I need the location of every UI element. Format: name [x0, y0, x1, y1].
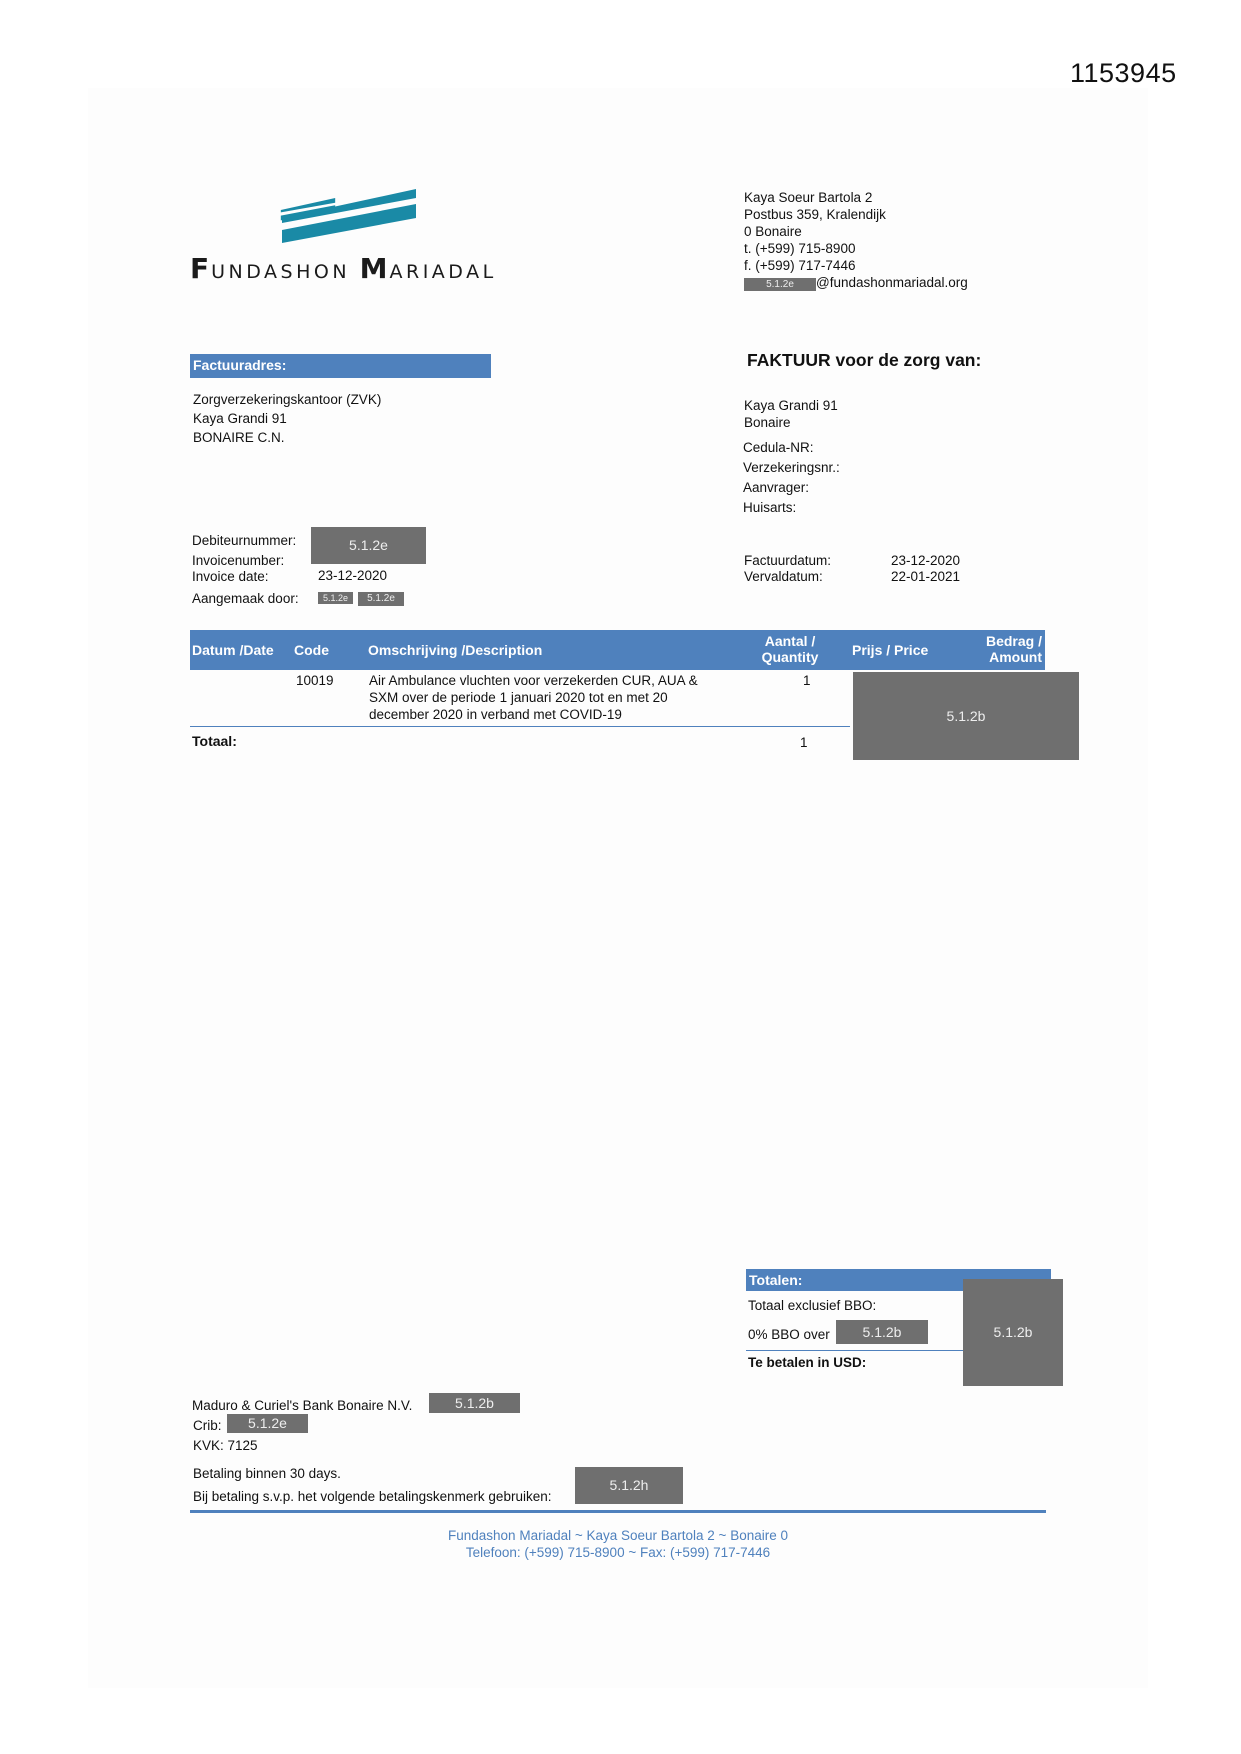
col-code: Code [294, 642, 329, 658]
payment-reference-label: Bij betaling s.v.p. het volgende betalingskenmerk gebruiken: [193, 1489, 552, 1504]
aangemaakt-label: Aangemaak door: [192, 591, 299, 606]
email-domain: @fundashonmariadal.org [816, 275, 968, 290]
logo-wordmark [190, 252, 497, 285]
sender-postbus: Postbus 359, Kralendijk [744, 207, 886, 222]
payment-term: Betaling binnen 30 days. [193, 1466, 341, 1481]
creator-redaction: 5.1.2e [358, 592, 404, 606]
sender-fax: f. (+599) 717-7446 [744, 258, 856, 273]
sender-email [744, 274, 968, 291]
logo-word: UNDASHON [211, 261, 351, 283]
sender-street: Kaya Soeur Bartola 2 [744, 190, 873, 205]
footer-line-1: Fundashon Mariadal ~ Kaya Soeur Bartola 2 ~ Bonaire 0 [448, 1528, 788, 1543]
row-code: 10019 [296, 673, 334, 688]
billing-line: BONAIRE C.N. [193, 430, 285, 445]
col-amount [950, 633, 1042, 665]
aanvrager-label: Aanvrager: [743, 480, 810, 495]
sender-phone: t. (+599) 715-8900 [744, 241, 856, 256]
col-amount-line: Amount [989, 649, 1042, 665]
bank-label: Maduro & Curiel's Bank Bonaire N.V. [192, 1398, 413, 1413]
bank-redaction: 5.1.2b [429, 1393, 520, 1413]
invoice-number-redaction: 5.1.2e [311, 527, 426, 564]
care-fields [743, 438, 840, 518]
col-date: Datum /Date [192, 642, 274, 658]
cedula-label: Cedula-NR: [743, 440, 814, 455]
verzekering-label: Verzekeringsnr.: [743, 460, 840, 475]
total-label: Totaal: [192, 733, 237, 749]
footer-divider [190, 1510, 1046, 1513]
vervaldatum-label: Vervaldatum: [744, 569, 823, 584]
vervaldatum-value: 22-01-2021 [891, 569, 961, 584]
row-description [369, 672, 698, 723]
care-line: Kaya Grandi 91 [744, 398, 838, 413]
totals-amount-redaction: 5.1.2b [963, 1279, 1063, 1386]
totals-excl-label: Totaal exclusief BBO: [748, 1298, 877, 1313]
billing-line: Kaya Grandi 91 [193, 411, 287, 426]
totals-divider [746, 1350, 964, 1351]
col-quantity [730, 633, 850, 665]
care-line: Bonaire [744, 415, 791, 430]
creator-redaction: 5.1.2e [318, 592, 353, 604]
care-title: FAKTUUR voor de zorg van: [747, 350, 982, 370]
totals-pay-label: Te betalen in USD: [748, 1355, 867, 1370]
col-price: Prijs / Price [852, 642, 929, 658]
col-quantity-line: Quantity [761, 649, 819, 665]
billing-header: Factuuradres: [190, 354, 491, 378]
crib-redaction: 5.1.2e [227, 1414, 308, 1433]
care-address [744, 397, 838, 431]
debiteur-label: Debiteurnummer: [192, 533, 297, 548]
total-quantity: 1 [800, 735, 808, 750]
document-number: 1153945 [1070, 58, 1177, 88]
kvk-number: KVK: 7125 [193, 1438, 258, 1453]
factuurdatum-value: 23-12-2020 [891, 553, 961, 568]
factuurdatum-label: Factuurdatum: [744, 553, 832, 568]
totals-bbo-label: 0% BBO over [748, 1327, 830, 1342]
invoice-label: Invoicenumber: [192, 553, 285, 568]
payment-reference-redaction: 5.1.2h [575, 1467, 683, 1504]
logo-word: ARIADAL [389, 261, 497, 283]
bbo-redaction: 5.1.2b [836, 1320, 928, 1344]
redaction-block: 5.1.2e [744, 278, 816, 291]
sender-city: 0 Bonaire [744, 224, 802, 239]
huisarts-label: Huisarts: [743, 500, 797, 515]
description-line: december 2020 in verband met COVID-19 [369, 707, 622, 722]
billing-line: Zorgverzekeringskantoor (ZVK) [193, 392, 382, 407]
logo-stripes-icon [280, 188, 420, 244]
price-redaction: 5.1.2b [853, 672, 1079, 760]
totals-header: Totalen: [746, 1269, 1051, 1291]
col-quantity-line: Aantal / [764, 633, 816, 649]
col-amount-line: Bedrag / [985, 633, 1042, 649]
invoice-date-value: 23-12-2020 [318, 568, 388, 583]
row-quantity: 1 [803, 673, 811, 688]
logo-letter: F [190, 252, 212, 285]
description-line: SXM over de periode 1 januari 2020 tot en met 20 [369, 690, 668, 705]
description-line: Air Ambulance vluchten voor verzekerden CUR, AUA & [369, 673, 698, 688]
items-table-header [190, 630, 1045, 670]
crib-label: Crib: [193, 1418, 222, 1433]
row-divider [190, 726, 850, 727]
sender-address [744, 189, 968, 291]
invoice-date-label: Invoice date: [192, 569, 269, 584]
billing-address [193, 390, 381, 447]
logo-letter: M [359, 252, 390, 285]
footer-line-2: Telefoon: (+599) 715-8900 ~ Fax: (+599) 717-7446 [465, 1545, 771, 1560]
col-description: Omschrijving /Description [368, 642, 543, 658]
